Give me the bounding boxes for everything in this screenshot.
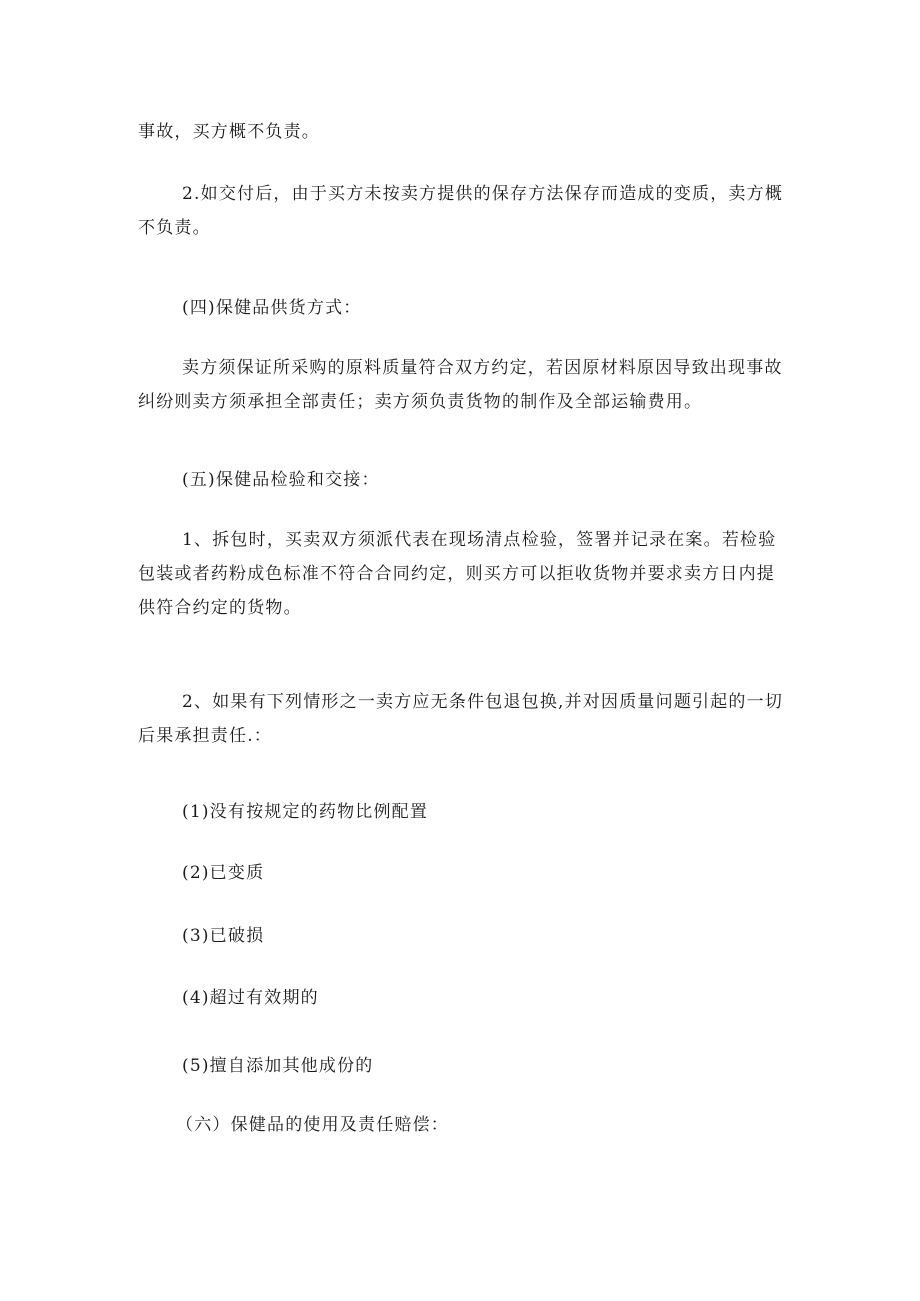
section-heading-5: (五)保健品检验和交接：	[182, 470, 380, 490]
list-item-4: (4)超过有效期的	[182, 988, 319, 1008]
section-heading-4: (四)保健品供货方式：	[182, 298, 362, 318]
list-item-5: (5)擅自添加其他成份的	[182, 1056, 374, 1076]
paragraph-continuation: 事故，买方概不负责。	[138, 122, 320, 142]
list-item-2: (2)已变质	[182, 863, 265, 883]
paragraph-supply: 卖方须保证所采购的原料质量符合双方约定，若因原材料原因导致出现事故纠纷则卖方须承担全部责任；卖方须负责货物的制作及全部运输费用。	[138, 358, 783, 412]
paragraph-clause-2: 2.如交付后，由于买方未按卖方提供的保存方法保存而造成的变质，卖方概不负责。	[138, 184, 784, 238]
paragraph-inspection-2: 2、如果有下列情形之一卖方应无条件包退包换,并对因质量问题引起的一切后果承担责任.：	[138, 692, 784, 746]
section-heading-6: （六）保健品的使用及责任赔偿：	[176, 1115, 449, 1135]
paragraph-inspection-1: 1、拆包时，买卖双方须派代表在现场清点检验，签署并记录在案。若检验包装或者药粉成色标准不符合合同约定，则买方可以拒收货物并要求卖方日内提供符合约定的货物。	[138, 530, 777, 618]
list-item-1: (1)没有按规定的药物比例配置	[182, 802, 429, 822]
list-item-3: (3)已破损	[182, 926, 265, 946]
